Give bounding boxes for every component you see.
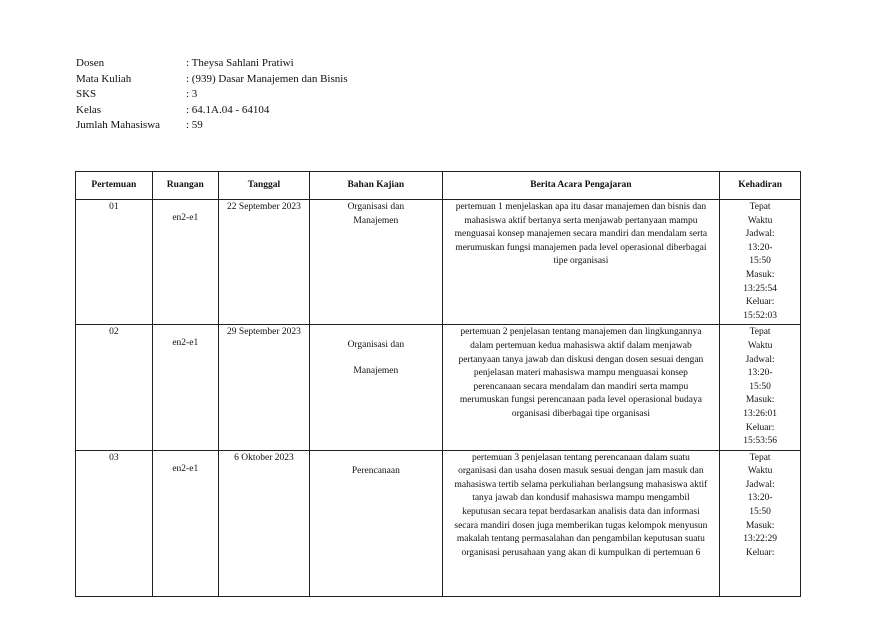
course-info: [76, 56, 356, 134]
kelas-value: : 64.1A.04 - 64104: [186, 103, 270, 116]
dosen-row: [76, 56, 356, 72]
masuk-time: 13:26:01: [743, 408, 777, 419]
table-row: [76, 325, 801, 450]
keluar-label: Keluar:: [745, 547, 775, 558]
sks-row: [76, 87, 356, 103]
jadwal-end: 15:50: [749, 507, 771, 518]
header-ruangan: Ruangan: [152, 172, 218, 200]
jadwal-start: 13:20-: [747, 493, 773, 504]
dosen-label: Dosen: [76, 57, 105, 69]
jumlah-value: : 59: [186, 119, 203, 131]
jadwal-start: 13:20-: [747, 368, 773, 379]
masuk-time: 13:22:29: [743, 534, 777, 545]
keluar-label: Keluar:: [745, 297, 775, 308]
jadwal-end: 15:50: [749, 381, 771, 392]
ruangan-cell: en2-e1: [152, 450, 218, 596]
kehadiran-cell: [720, 450, 801, 596]
header-berita: Berita Acara Pengajaran: [442, 172, 720, 200]
ruangan-cell: en2-e1: [152, 200, 218, 325]
keluar-time: 15:52:03: [743, 310, 777, 321]
jumlah-row: [76, 118, 356, 134]
bahan-line-1: Organisasi dan: [347, 340, 405, 351]
matkul-row: [76, 72, 356, 88]
bahan-line-1: Organisasi dan: [347, 202, 405, 212]
status-line-1: Tepat: [749, 452, 771, 463]
matkul-value: : (939) Dasar Manajemen dan Bisnis: [186, 72, 348, 85]
masuk-time: 13:25:54: [743, 283, 777, 294]
status-line-2: Waktu: [747, 340, 773, 351]
masuk-label: Masuk:: [745, 520, 775, 531]
bahan-line-1: Perencanaan: [351, 465, 400, 476]
jadwal-end: 15:50: [749, 256, 771, 267]
ruangan-cell: en2-e1: [152, 325, 218, 450]
bahan-cell: [310, 325, 443, 450]
masuk-label: Masuk:: [745, 395, 775, 406]
table-row: [76, 200, 801, 325]
kelas-row: [76, 103, 356, 119]
header-bahan: Bahan Kajian: [310, 172, 443, 200]
bahan-line-2: Manajemen: [353, 365, 399, 376]
status-line-2: Waktu: [747, 215, 773, 226]
pertemuan-cell: 03: [76, 450, 153, 596]
table-row: [76, 450, 801, 596]
matkul-label: Mata Kuliah: [76, 72, 132, 85]
attendance-table: [75, 171, 801, 597]
keluar-label: Keluar:: [745, 422, 775, 433]
kehadiran-cell: [720, 325, 801, 450]
berita-cell: pertemuan 3 penjelasan tentang perencanaan dalam suatu organisasi dan usaha dosen masuk sesuai dengan jam masuk dan mahasiswa tertib selama perkuliahan berlangsung mahasiswa aktif tanya jawab dan kondusif mahasiswa mampu mengambil keputusan secara tepat berdasarkan analisis data dan informasi secara mandiri dosen juga memberikan tugas kelompok menyusun makalah tentang permasalahan dan pengambilan keputusan suatu organisasi perusahaan yang akan di kumpulkan di pertemuan 6: [442, 450, 720, 596]
dosen-value: : Theysa Sahlani Pratiwi: [186, 57, 294, 69]
pertemuan-cell: 01: [76, 200, 153, 325]
status-line-1: Tepat: [749, 327, 771, 338]
kehadiran-cell: [720, 200, 801, 325]
header-tanggal: Tanggal: [218, 172, 309, 200]
status-line-2: Waktu: [747, 466, 773, 477]
header-pertemuan: Pertemuan: [76, 172, 153, 200]
bahan-cell: [310, 200, 443, 325]
jadwal-label: Jadwal:: [745, 354, 775, 365]
header-kehadiran: Kehadiran: [720, 172, 801, 200]
keluar-time: 15:53:56: [743, 436, 777, 447]
jumlah-label: Jumlah Mahasiswa: [76, 119, 161, 131]
berita-cell: pertemuan 2 penjelasan tentang manajemen dan lingkungannya dalam pertemuan kedua mahasiswa aktif dalam menjawab pertanyaan tanya jawab dan diskusi dengan dosen sesuai dengan penjelasan materi mahasiswa mampu menguasai konsep perencanaan secara mendalam dan mandiri serta mampu merumuskan fungsi perencanaan pada level operasional budaya organisasi diberbagai tipe organisasi: [442, 325, 720, 450]
bahan-cell: [310, 450, 443, 596]
kelas-label: Kelas: [76, 103, 102, 116]
jadwal-start: 13:20-: [747, 242, 773, 253]
status-line-1: Tepat: [749, 202, 771, 212]
pertemuan-cell: 02: [76, 325, 153, 450]
tanggal-cell: 6 Oktober 2023: [218, 450, 309, 596]
jadwal-label: Jadwal:: [745, 229, 775, 240]
masuk-label: Masuk:: [745, 269, 775, 280]
sks-value: : 3: [186, 88, 198, 100]
tanggal-cell: 22 September 2023: [218, 200, 309, 325]
sks-label: SKS: [76, 88, 97, 100]
bahan-line-2: Manajemen: [353, 215, 399, 226]
table-header: [76, 172, 801, 200]
tanggal-cell: 29 September 2023: [218, 325, 309, 450]
berita-cell: pertemuan 1 menjelaskan apa itu dasar manajemen dan bisnis dan mahasiswa aktif bertanya serta menjawab pertanyaan mampu menguasai konsep manajemen secara mandiri dan mendalam serta merumuskan fungsi manajemen pada level operasional diberbagai tipe organisasi: [442, 200, 720, 325]
jadwal-label: Jadwal:: [745, 479, 775, 490]
